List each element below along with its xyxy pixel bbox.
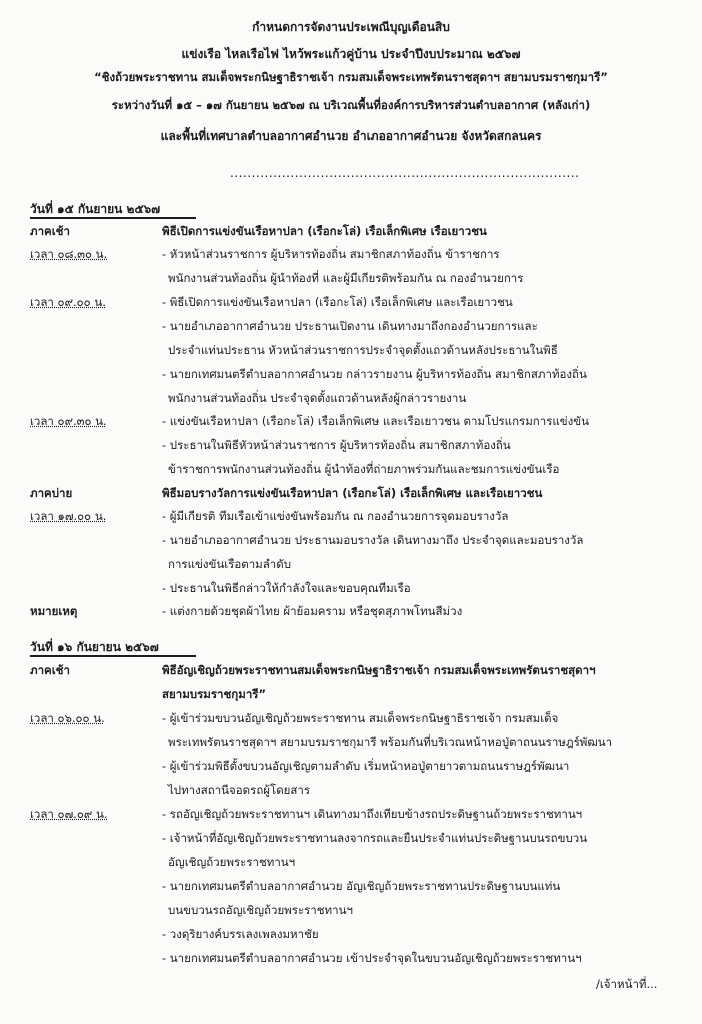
continued-marker: /เจ้าหน้าที่...	[596, 977, 658, 991]
day2-slot2-line3: อัญเชิญถ้วยพระราชทานฯ	[168, 855, 296, 869]
header-line-2: แข่งเรือ ไหลเรือไฟ ไหว้พระแก้วคู่บ้าน ประจำปีงบประมาณ ๒๕๖๗	[181, 47, 521, 61]
day1-slot2-line3: ประจำแท่นประธาน หัวหน้าส่วนราชการประจำจุดตั้งแถวด้านหลังประธานในพิธี	[168, 343, 558, 357]
header-divider: .................................................................................	[230, 166, 580, 180]
day2-slot2-line1: - รถอัญเชิญถ้วยพระราชทานฯ เดินทางมาถึงเทียบข้างรถประดิษฐานถ้วยพระราชทานฯ	[162, 807, 583, 821]
day1-date: วันที่ ๑๕ กันยายน ๒๕๖๗	[30, 202, 161, 216]
day2-morning-title-line2: สยามบรมราชกุมารี”	[162, 687, 267, 701]
day1-slot2-line2: - นายอำเภออากาศอำนวย ประธานเปิดงาน เดินทางมาถึงกองอำนวยการและ	[162, 319, 538, 333]
day2-slot2-line2: - เจ้าหน้าที่อัญเชิญถ้วยพระราชทานลงจากรถและยืนประจำแท่นประดิษฐานบนรถขบวน	[162, 831, 588, 845]
day1-slot4-line1: - ผู้มีเกียรติ ทีมเรือเข้าแข่งขันพร้อมกัน ณ กองอำนวยการจุดมอบรางวัล	[162, 509, 509, 523]
day1-slot4-line2: - นายอำเภออากาศอำนวย ประธานมอบรางวัล เดินทางมาถึง ประจำจุดและมอบรางวัล	[162, 533, 584, 547]
day2-slot2-line4: - นายกเทศมนตรีตำบลอากาศอำนวย อัญเชิญถ้วยพระราชทานประดิษฐานบนแท่น	[162, 879, 561, 893]
day1-slot1-line1: - หัวหน้าส่วนราชการ ผู้บริหารท้องถิ่น สมาชิกสภาท้องถิ่น ข้าราชการ	[162, 247, 500, 261]
day1-slot1-line2: พนักงานส่วนท้องถิ่น ผู้นำท้องที่ และผู้มีเกียรติพร้อมกัน ณ กองอำนวยการ	[168, 271, 524, 285]
day2-date: วันที่ ๑๖ กันยายน ๒๕๖๗	[30, 640, 159, 654]
day2-slot2-line5: บนขบวนรถอัญเชิญถ้วยพระราชทานฯ	[168, 903, 353, 917]
header-line-5: และพื้นที่เทศบาลตำบลอากาศอำนวย อำเภออากาศอำนวย จังหวัดสกลนคร	[160, 129, 542, 143]
day1-slot4-time: เวลา ๑๗.๐๐ น.	[30, 509, 107, 523]
day2-slot1-line2: พระเทพรัตนราชสุดาฯ สยามบรมราชกุมารี พร้อมกันที่บริเวณหน้าหอปู่ตาถนนราษฎร์พัฒนา	[168, 735, 613, 749]
day1-slot3-line1: - แข่งขันเรือหาปลา (เรือกะโล่) เรือเล็กพิเศษ และเรือเยาวชน ตามโปรแกรมการแข่งขัน	[162, 414, 589, 428]
day1-note-label: หมายเหตุ	[30, 604, 78, 618]
day1-morning-label: ภาคเช้า	[30, 224, 70, 238]
day1-morning-title: พิธีเปิดการแข่งขันเรือหาปลา (เรือกะโล่) เรือเล็กพิเศษ เรือเยาวชน	[162, 224, 487, 238]
day2-slot1-line3: - ผู้เข้าร่วมพิธีตั้งขบวนอัญเชิญตามลำดับ เริ่มหน้าหอปู่ตายาวตามถนนราษฎร์พัฒนา	[162, 759, 570, 773]
day2-morning-label: ภาคเช้า	[30, 663, 70, 677]
day1-slot3-line2: - ประธานในพิธีหัวหน้าส่วนราชการ ผู้บริหารท้องถิ่น สมาชิกสภาท้องถิ่น	[162, 438, 511, 452]
day1-slot3-line3: ข้าราชการพนักงานส่วนท้องถิ่น ผู้นำท้องที่ถ่ายภาพร่วมกันและชมการแข่งขันเรือ	[168, 462, 560, 476]
day1-slot4-line3: การแข่งขันเรือตามลำดับ	[168, 557, 292, 571]
day1-slot1-time: เวลา ๐๘.๓๐ น.	[30, 247, 108, 261]
day2-morning-title-line1: พิธีอัญเชิญถ้วยพระราชทานสมเด็จพระกนิษฐาธิราชเจ้า กรมสมเด็จพระเทพรัตนราชสุดาฯ	[162, 663, 596, 677]
day2-slot1-line4: ไปทางสถานีจอดรถผู้โดยสาร	[168, 783, 311, 797]
day1-slot3-time: เวลา ๐๙.๓๐ น.	[30, 414, 107, 428]
day2-slot1-line1: - ผู้เข้าร่วมขบวนอัญเชิญถ้วยพระราชทาน สมเด็จพระกนิษฐาธิราชเจ้า กรมสมเด็จ	[162, 711, 559, 725]
day1-slot2-line5: พนักงานส่วนท้องถิ่น ประจำจุดตั้งแถวด้านหลังผู้กล่าวรายงาน	[168, 391, 467, 405]
day1-note-text: - แต่งกายด้วยชุดผ้าไทย ผ้าย้อมคราม หรือชุดสุภาพโทนสีม่วง	[162, 604, 463, 618]
header-line-4: ระหว่างวันที่ ๑๕ – ๑๗ กันยายน ๒๕๖๗ ณ บริเวณพื้นที่องค์การบริหารส่วนตำบลอากาศ (หลังเก่า)	[111, 98, 591, 112]
day2-slot1-time: เวลา ๐๖.๐๐ น.	[30, 711, 105, 725]
day1-slot2-time: เวลา ๐๙.๐๐ น.	[30, 295, 106, 309]
day1-slot2-line1: - พิธีเปิดการแข่งขันเรือหาปลา (เรือกะโล่) เรือเล็กพิเศษ และเรือเยาวชน	[162, 295, 513, 309]
day2-date-underline	[30, 655, 196, 657]
day1-date-underline	[30, 217, 196, 219]
day2-slot2-time: เวลา ๐๗.๐๙ น.	[30, 807, 108, 821]
day1-afternoon-title: พิธีมอบรางวัลการแข่งขันเรือหาปลา (เรือกะโล่) เรือเล็กพิเศษ และเรือเยาวชน	[162, 486, 543, 500]
day1-slot2-line4: - นายกเทศมนตรีตำบลอากาศอำนวย กล่าวรายงาน ผู้บริหารท้องถิ่น สมาชิกสภาท้องถิ่น	[162, 367, 587, 381]
header-line-1: กำหนดการจัดงานประเพณีบุญเดือนสิบ	[252, 20, 450, 34]
day1-afternoon-label: ภาคบ่าย	[30, 486, 73, 500]
header-line-3: “ชิงถ้วยพระราชทาน สมเด็จพระกนิษฐาธิราชเจ้า กรมสมเด็จพระเทพรัตนราชสุดาฯ สยามบรมราชกุมารี”	[94, 70, 608, 84]
day2-slot2-line7: - นายกเทศมนตรีตำบลอากาศอำนวย เข้าประจำจุดในขบวนอัญเชิญถ้วยพระราชทานฯ	[162, 951, 582, 965]
day1-slot4-line4: - ประธานในพิธีกล่าวให้กำลังใจและขอบคุณทีมเรือ	[162, 581, 411, 595]
day2-slot2-line6: - วงดุริยางค์บรรเลงเพลงมหาชัย	[162, 927, 319, 941]
